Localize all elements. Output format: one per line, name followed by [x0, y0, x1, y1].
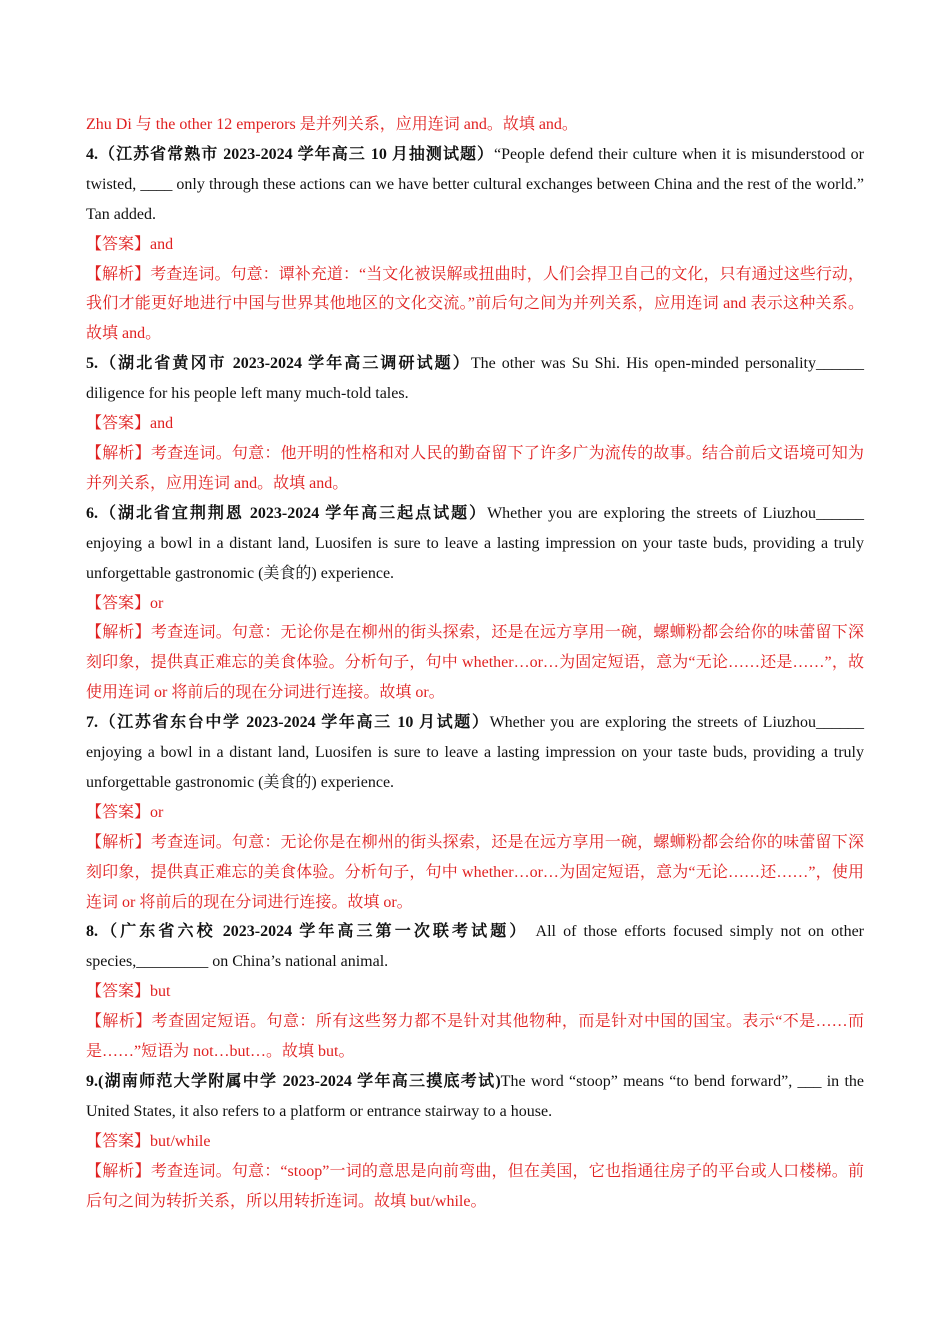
answer-tag: 【答案】 — [86, 983, 151, 1001]
answer-value: but/while — [150, 1132, 211, 1150]
answer-value: or — [150, 803, 164, 821]
answer-line — [86, 230, 864, 260]
answer-value: or — [150, 594, 164, 612]
answer-tag: 【答案】 — [86, 803, 151, 821]
analysis-tag: 【解析】 — [86, 833, 151, 851]
question-body: Whether you are exploring the streets of Liuzhou______ enjoying a bowl in a distant land, Luosifen is sure to leave a lasting impression on your taste buds, providing a truly unforgettable gastronomic (美食的) experience. — [86, 504, 864, 582]
question-source: （湖北省宜荆荆恩 2023-2024 学年高三起点试题） — [98, 504, 488, 522]
question-body: The other was Su Shi. His open-minded personality______ diligence for his people left many much-told tales. — [86, 355, 864, 403]
analysis-line — [86, 1157, 864, 1217]
analysis-text: 考查连词。句意：无论你是在柳州的街头探索，还是在远方享用一碗，螺蛳粉都会给你的味蕾留下深刻印象，提供真正难忘的美食体验。分析句子，句中 whether…or…为固定短语，意为“无论……还……”，使用连词 or 将前后的现在分词进行连接。故填 or。 — [86, 833, 864, 911]
analysis-tag: 【解析】 — [86, 1162, 151, 1180]
answer-value: and — [150, 235, 174, 253]
question-item — [86, 708, 864, 917]
analysis-line — [86, 1007, 864, 1067]
answer-tag: 【答案】 — [86, 594, 151, 612]
document-content — [86, 110, 864, 1217]
analysis-text: 考查固定短语。句意：所有这些努力都不是针对其他物种，而是针对中国的国宝。表示“不是……而是……”短语为 not…but…。故填 but。 — [86, 1013, 864, 1061]
analysis-line — [86, 618, 864, 708]
question-number: 9. — [86, 1073, 98, 1090]
question-item — [86, 499, 864, 708]
analysis-text: 考查连词。句意：谭补充道：“当文化被误解或扭曲时，人们会捍卫自己的文化，只有通过这些行动，我们才能更好地进行中国与世界其他地区的文化交流。”前后句之间为并列关系，应用连词 and 表示这种关系。故填 and。 — [86, 265, 864, 343]
analysis-line — [86, 260, 864, 350]
analysis-line — [86, 439, 864, 499]
question-source: （江苏省东台中学 2023-2024 学年高三 10 月试题） — [98, 714, 490, 732]
question-body: Whether you are exploring the streets of Liuzhou______ enjoying a bowl in a distant land, Luosifen is sure to leave a lasting impression on your taste buds, providing a truly unforgettable gastronomic (美食的) experience. — [86, 714, 864, 791]
answer-line — [86, 589, 864, 619]
question-body: “People defend their culture when it is misunderstood or twisted, ____ only through these actions can we have better cultural exchanges between China and the rest of the world.” Tan added. — [86, 145, 864, 223]
question-source: (湖南师范大学附属中学 2023-2024 学年高三摸底考试) — [98, 1073, 501, 1090]
answer-value: and — [150, 415, 174, 433]
answer-value: but — [150, 983, 171, 1001]
question-text — [86, 349, 864, 409]
analysis-text: 考查连词。句意：无论你是在柳州的街头探索，还是在远方享用一碗，螺蛳粉都会给你的味蕾留下深刻印象，提供真正难忘的美食体验。分析句子，句中 whether…or…为固定短语，意为“无论……还是……”，故使用连词 or 将前后的现在分词进行连接。故填 or。 — [86, 624, 864, 702]
question-number: 5. — [86, 355, 98, 373]
analysis-tag: 【解析】 — [86, 1013, 152, 1031]
answer-line — [86, 977, 864, 1007]
question-number: 4. — [86, 145, 98, 163]
analysis-text: 考查连词。句意：他开明的性格和对人民的勤奋留下了许多广为流传的故事。结合前后文语境可知为并列关系，应用连词 and。故填 and。 — [86, 444, 864, 492]
question-source: （江苏省常熟市 2023-2024 学年高三 10 月抽测试题） — [98, 145, 495, 163]
question-item — [86, 140, 864, 349]
question-source: （广东省六校 2023-2024 学年高三第一次联考试题） — [98, 923, 529, 941]
analysis-tag: 【解析】 — [86, 624, 151, 642]
question-text — [86, 917, 864, 977]
question-number: 7. — [86, 714, 98, 732]
question-body: All of those efforts focused simply not on other species,_________ on China’s national animal. — [86, 923, 864, 971]
answer-tag: 【答案】 — [86, 415, 151, 433]
question-item — [86, 1067, 864, 1217]
analysis-tag: 【解析】 — [86, 265, 151, 283]
question-text — [86, 708, 864, 798]
answer-line — [86, 409, 864, 439]
answer-line — [86, 798, 864, 828]
answer-tag: 【答案】 — [86, 235, 151, 253]
question-text — [86, 1067, 864, 1127]
analysis-text: 考查连词。句意：“stoop”一词的意思是向前弯曲，但在美国，它也指通往房子的平台或人口楼梯。前后句之间为转折关系，所以用转折连词。故填 but/while。 — [86, 1162, 864, 1210]
question-item — [86, 349, 864, 499]
intro-explanation: Zhu Di 与 the other 12 emperors 是并列关系，应用连词 and。故填 and。 — [86, 116, 578, 133]
question-number: 8. — [86, 923, 98, 941]
question-item — [86, 917, 864, 1067]
answer-line — [86, 1127, 864, 1157]
analysis-tag: 【解析】 — [86, 444, 151, 462]
question-text — [86, 140, 864, 230]
question-text — [86, 499, 864, 589]
analysis-line — [86, 828, 864, 918]
answer-tag: 【答案】 — [86, 1132, 151, 1150]
question-body: The word “stoop” means “to bend forward”, ___ in the United States, it also refers to a platform or entrance stairway to a house. — [86, 1073, 864, 1120]
question-number: 6. — [86, 504, 98, 522]
question-source: （湖北省黄冈市 2023-2024 学年高三调研试题） — [98, 355, 471, 373]
